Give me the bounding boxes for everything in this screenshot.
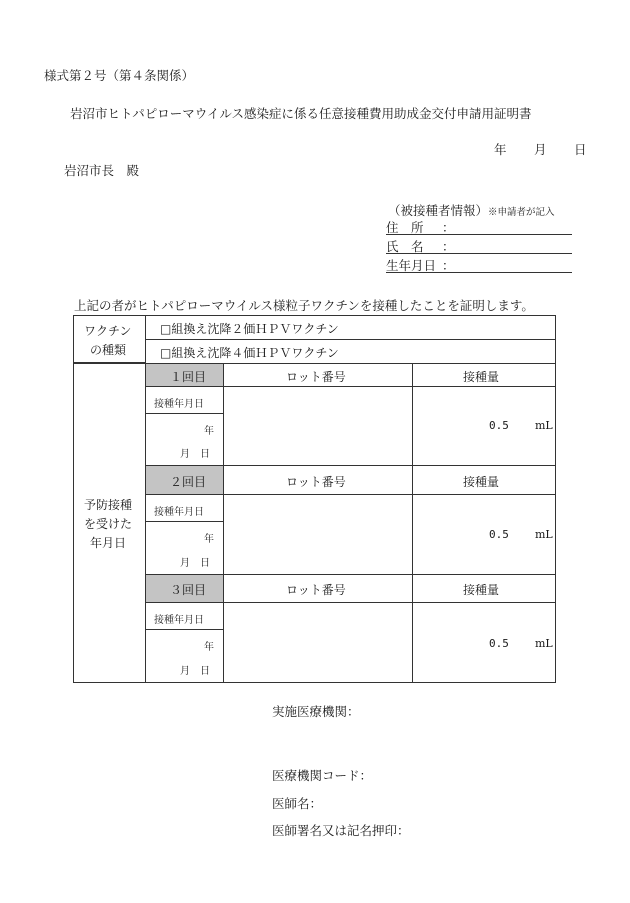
round-3-dose-value: 0.5 (489, 637, 509, 650)
patient-info-title: （被接種者情報） (388, 203, 489, 218)
round-3-header (145, 574, 224, 603)
institution-code-label: 医療機関コード： (272, 768, 373, 783)
vaccine-type-label-cell (73, 315, 146, 363)
date-month-label: 月 (534, 142, 547, 157)
round-2-date-input[interactable] (145, 521, 224, 575)
date-day-label: 日 (574, 142, 587, 157)
round-1-date-label: 接種年月日 (154, 399, 204, 410)
round-1-lot-header-label: ロット番号 (286, 370, 346, 384)
round-3-label: ３回目 (170, 583, 207, 597)
vaccination-date-label-cell (73, 363, 146, 683)
vaccination-date-label-line3: 年月日 (90, 536, 127, 550)
round-3-dose-header-label: 接種量 (463, 583, 500, 597)
birthdate-colon: ： (442, 258, 455, 273)
institution-label: 実施医療機関： (272, 704, 360, 719)
round-1-date-label-cell (145, 386, 224, 414)
round-3-date-label: 接種年月日 (154, 615, 204, 626)
vaccine-option-quadrivalent[interactable] (145, 339, 556, 364)
addressee: 岩沼市長 殿 (64, 163, 140, 178)
round-3-year-char: 年 (204, 642, 214, 653)
round-1-lot-input[interactable] (223, 386, 413, 466)
round-3-date-input[interactable] (145, 629, 224, 683)
vaccine-option-bivalent-label: □組換え沈降２価ＨＰＶワクチン (160, 322, 339, 336)
round-2-header (145, 465, 224, 495)
round-2-date-label: 接種年月日 (154, 507, 204, 518)
vaccine-option-bivalent[interactable] (145, 315, 556, 340)
name-label: 氏 名 (386, 239, 424, 254)
address-colon: ： (442, 220, 455, 235)
birthdate-field[interactable] (386, 256, 572, 273)
birthdate-label: 生年月日 (386, 258, 437, 273)
round-1-dose-value: 0.5 (489, 419, 509, 432)
vaccination-date-label-line1: 予防接種 (84, 498, 133, 512)
date-year-label: 年 (494, 142, 507, 157)
round-3-dose-header (412, 574, 556, 603)
patient-info-heading (388, 201, 555, 219)
address-label: 住 所 (386, 220, 424, 235)
name-colon: ： (442, 239, 455, 254)
round-1-dose-cell (412, 386, 556, 466)
round-3-dose-cell (412, 602, 556, 683)
round-1-dose-unit: mL (535, 419, 553, 432)
round-2-lot-input[interactable] (223, 494, 413, 575)
vaccination-date-label-line2: を受けた (84, 517, 133, 531)
form-number: 様式第２号（第４条関係） (44, 68, 195, 83)
round-2-label: ２回目 (170, 475, 207, 489)
round-2-month-day-chars: 月 日 (180, 558, 210, 569)
round-2-dose-value: 0.5 (489, 528, 509, 541)
address-field[interactable] (386, 218, 572, 235)
round-2-lot-header (223, 465, 413, 495)
patient-info-note: ※申請者が記入 (488, 207, 555, 218)
round-3-month-day-chars: 月 日 (180, 666, 210, 677)
round-2-year-char: 年 (204, 534, 214, 545)
certification-statement: 上記の者がヒトパピローマウイルス様粒子ワクチンを接種したことを証明します。 (74, 298, 534, 313)
document-title: 岩沼市ヒトパピローマウイルス感染症に係る任意接種費用助成金交付申請用証明書 (70, 106, 532, 121)
vaccine-option-quadrivalent-label: □組換え沈降４価ＨＰＶワクチン (160, 346, 339, 360)
round-3-lot-input[interactable] (223, 602, 413, 683)
doctor-signature-label: 医師署名又は記名押印： (272, 823, 410, 838)
round-2-dose-unit: mL (535, 528, 553, 541)
round-2-dose-header-label: 接種量 (463, 475, 500, 489)
vaccination-table (73, 315, 556, 683)
round-3-lot-header (223, 574, 413, 603)
round-1-header (145, 363, 224, 387)
round-1-date-input[interactable] (145, 413, 224, 466)
round-3-dose-unit: mL (535, 637, 553, 650)
round-1-label: １回目 (170, 370, 207, 384)
round-1-lot-header (223, 363, 413, 387)
round-1-dose-header (412, 363, 556, 387)
round-1-dose-header-label: 接種量 (463, 370, 500, 384)
vaccine-type-label-line2: の種類 (90, 343, 127, 357)
round-2-dose-header (412, 465, 556, 495)
round-3-lot-header-label: ロット番号 (286, 583, 346, 597)
round-1-year-char: 年 (204, 426, 214, 437)
round-2-dose-cell (412, 494, 556, 575)
round-2-lot-header-label: ロット番号 (286, 475, 346, 489)
name-field[interactable] (386, 237, 572, 254)
doctor-name-label: 医師名： (272, 796, 323, 811)
round-1-month-day-chars: 月 日 (180, 449, 210, 460)
round-3-date-label-cell (145, 602, 224, 630)
vaccine-type-label-line1: ワクチン (84, 324, 132, 338)
round-2-date-label-cell (145, 494, 224, 522)
